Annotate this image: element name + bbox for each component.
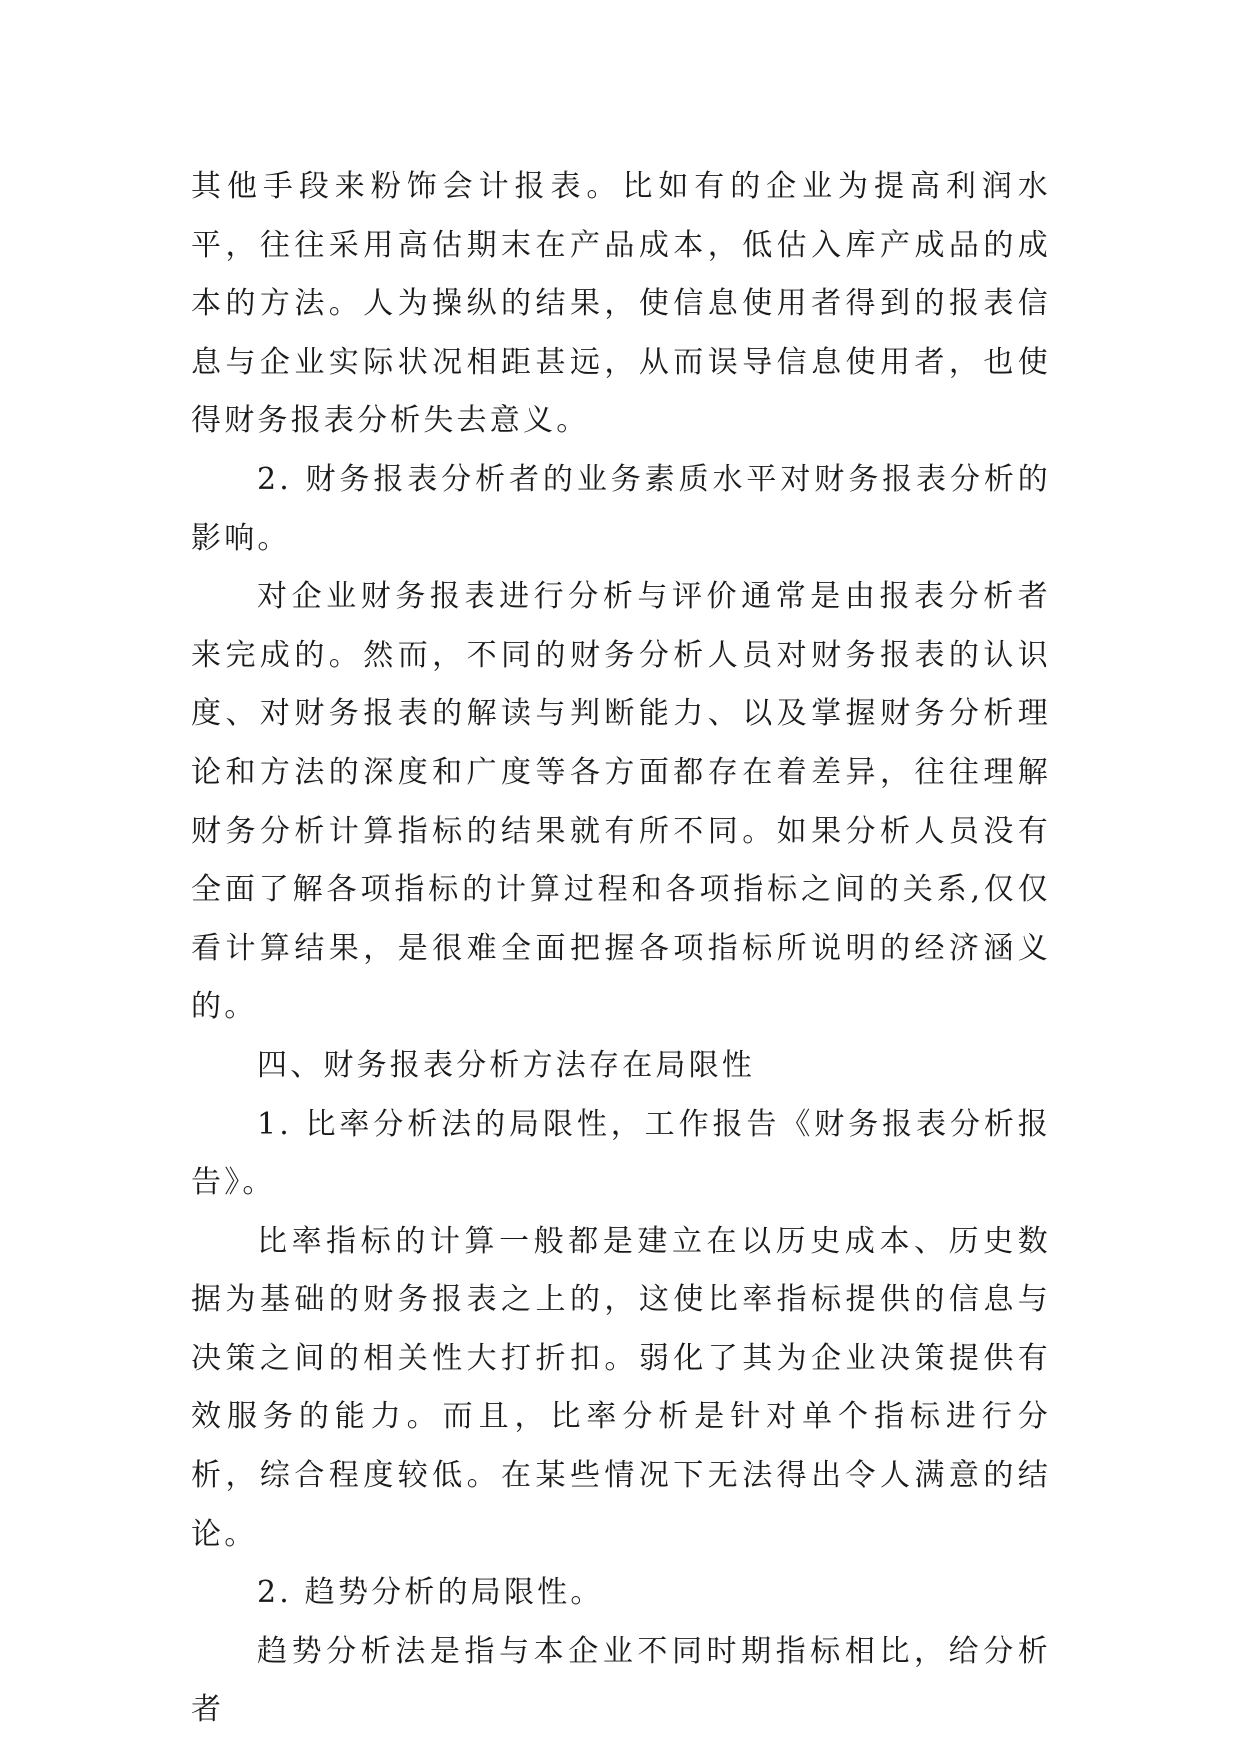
body-paragraph: 比率指标的计算一般都是建立在以历史成本、历史数据为基础的财务报表之上的，这使比率指标提供的信息与决策之间的相关性大打折扣。弱化了其为企业决策提供有效服务的能力。而且，比率分析是针对单个指标进行分析，综合程度较低。在某些情况下无法得出令人满意的结论。 bbox=[191, 1223, 1051, 1552]
body-paragraph: 对企业财务报表进行分析与评价通常是由报表分析者来完成的。然而，不同的财务分析人员对财务报表的认识度、对财务报表的解读与判断能力、以及掌握财务分析理论和方法的深度和广度等各方面都存在着差异，往往理解财务分析计算指标的结果就有所不同。如果分析人员没有全面了解各项指标的计算过程和各项指标之间的关系,仅仅看计算结果，是很难全面把握各项指标所说明的经济涵义的。 bbox=[191, 579, 1051, 1025]
section-heading: 2. 趋势分析的局限性。 bbox=[257, 1575, 604, 1611]
body-paragraph: 趋势分析法是指与本企业不同时期指标相比，给分析者 bbox=[191, 1633, 1051, 1728]
section-heading: 四、财务报表分析方法存在局限性 bbox=[257, 1047, 755, 1083]
section-heading: 1. 比率分析法的局限性，工作报告《财务报表分析报告》。 bbox=[191, 1106, 1051, 1201]
section-heading: 2. 财务报表分析者的业务素质水平对财务报表分析的影响。 bbox=[191, 461, 1051, 556]
body-paragraph: 其他手段来粉饰会计报表。比如有的企业为提高利润水平，往往采用高估期末在产品成本，低估入库产成品的成本的方法。人为操纵的结果，使信息使用者得到的报表信息与企业实际状况相距甚远，从而误导信息使用者，也使得财务报表分析失去意义。 bbox=[191, 169, 1051, 439]
document-page bbox=[191, 158, 1051, 1740]
